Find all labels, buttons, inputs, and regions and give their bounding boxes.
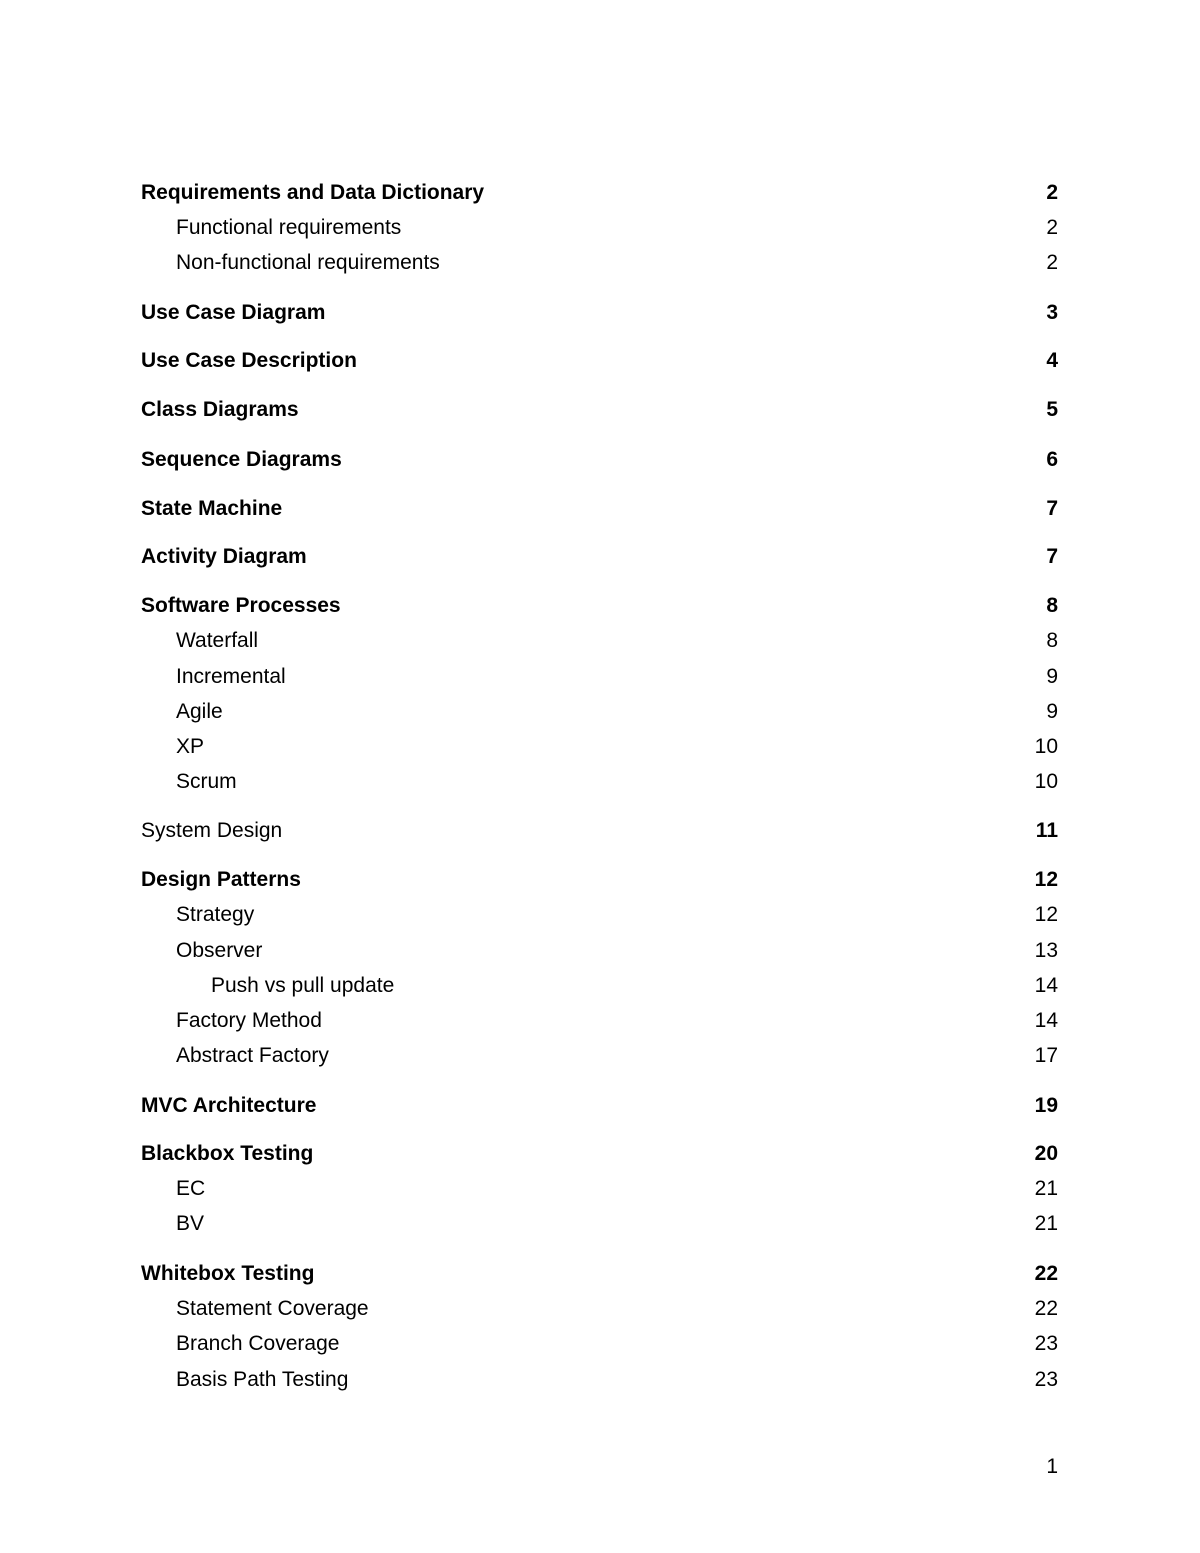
toc-entry-page-number: 11 — [1035, 819, 1058, 842]
toc-entry-page-number: 21 — [1034, 1177, 1058, 1200]
toc-entry[interactable] — [141, 732, 1058, 762]
toc-entry-page-number: 14 — [1034, 1009, 1058, 1032]
toc-entry[interactable] — [141, 1174, 1058, 1204]
toc-entry-page-number: 5 — [1046, 398, 1058, 421]
toc-entry-title: Abstract Factory — [176, 1044, 329, 1067]
toc-entry-page-number: 10 — [1034, 735, 1058, 758]
toc-entry[interactable] — [141, 865, 1058, 895]
toc-entry-title: Agile — [176, 700, 223, 723]
toc-entry-title: Requirements and Data Dictionary — [141, 181, 485, 204]
toc-entry-title: MVC Architecture — [141, 1094, 317, 1117]
toc-entry[interactable] — [141, 1259, 1058, 1289]
toc-entry-title: Basis Path Testing — [176, 1368, 349, 1391]
toc-entry-title: Factory Method — [176, 1009, 322, 1032]
toc-entry[interactable] — [141, 1139, 1058, 1169]
toc-entry-title: System Design — [141, 819, 283, 842]
toc-entry-page-number: 9 — [1046, 665, 1058, 688]
toc-entry-title: Whitebox Testing — [141, 1262, 315, 1285]
toc-entry[interactable] — [141, 248, 1058, 278]
toc-entry-title: Activity Diagram — [141, 545, 307, 568]
toc-entry-page-number: 23 — [1034, 1332, 1058, 1355]
toc-entry[interactable] — [141, 1329, 1058, 1359]
toc-entry[interactable] — [141, 971, 1058, 1001]
toc-entry-page-number: 12 — [1034, 903, 1058, 926]
toc-entry[interactable] — [141, 1006, 1058, 1036]
toc-entry-page-number: 8 — [1046, 629, 1058, 652]
toc-entry-title: Push vs pull update — [211, 974, 395, 997]
toc-entry[interactable] — [141, 662, 1058, 692]
toc-entry-title: Incremental — [176, 665, 286, 688]
toc-entry-page-number: 6 — [1046, 448, 1058, 471]
toc-entry-page-number: 2 — [1046, 251, 1058, 274]
toc-entry-page-number: 13 — [1034, 939, 1058, 962]
toc-entry[interactable] — [141, 767, 1058, 797]
toc-entry-title: Scrum — [176, 770, 237, 793]
toc-entry-title: XP — [176, 735, 205, 758]
toc-entry-page-number: 12 — [1034, 868, 1058, 891]
toc-entry-title: Branch Coverage — [176, 1332, 340, 1355]
toc-entry-page-number: 10 — [1034, 770, 1058, 793]
toc-entry-title: Design Patterns — [141, 868, 301, 891]
toc-entry-page-number: 14 — [1034, 974, 1058, 997]
toc-entry-title: EC — [176, 1177, 206, 1200]
toc-entry[interactable] — [141, 900, 1058, 930]
toc-entry[interactable] — [141, 936, 1058, 966]
toc-entry[interactable] — [141, 346, 1058, 376]
table-of-contents — [141, 0, 1058, 1420]
toc-entry-page-number: 7 — [1046, 545, 1058, 568]
toc-entry[interactable] — [141, 1365, 1058, 1395]
toc-entry-page-number: 22 — [1034, 1297, 1058, 1320]
toc-entry[interactable] — [141, 1209, 1058, 1239]
toc-entry-page-number: 19 — [1034, 1094, 1058, 1117]
toc-entry-title: Observer — [176, 939, 263, 962]
toc-entry-page-number: 7 — [1046, 497, 1058, 520]
toc-entry-title: BV — [176, 1212, 205, 1235]
toc-entry[interactable] — [141, 626, 1058, 656]
toc-entry-title: Use Case Description — [141, 349, 357, 372]
toc-entry-page-number: 17 — [1034, 1044, 1058, 1067]
toc-entry-title: Strategy — [176, 903, 255, 926]
toc-entry-title: Use Case Diagram — [141, 301, 326, 324]
toc-entry[interactable] — [141, 494, 1058, 524]
toc-entry[interactable] — [141, 395, 1058, 425]
toc-entry[interactable] — [141, 697, 1058, 727]
toc-entry-page-number: 22 — [1034, 1262, 1058, 1285]
toc-entry-page-number: 4 — [1046, 349, 1058, 372]
toc-entry-title: Non-functional requirements — [176, 251, 440, 274]
toc-entry-page-number: 9 — [1046, 700, 1058, 723]
toc-entry-page-number: 21 — [1034, 1212, 1058, 1235]
toc-entry[interactable] — [141, 213, 1058, 243]
toc-entry-page-number: 20 — [1034, 1142, 1058, 1165]
toc-entry[interactable] — [141, 178, 1058, 208]
toc-entry[interactable] — [141, 591, 1058, 621]
toc-entry[interactable] — [141, 1091, 1058, 1121]
toc-entry-title: Waterfall — [176, 629, 259, 652]
toc-entry-page-number: 23 — [1034, 1368, 1058, 1391]
toc-entry-title: Functional requirements — [176, 216, 402, 239]
toc-entry[interactable] — [141, 1294, 1058, 1324]
toc-entry-title: Software Processes — [141, 594, 341, 617]
toc-entry[interactable] — [141, 1041, 1058, 1071]
toc-entry-title: Sequence Diagrams — [141, 448, 342, 471]
toc-entry[interactable] — [141, 816, 1058, 846]
toc-entry[interactable] — [141, 298, 1058, 328]
toc-entry-title: Blackbox Testing — [141, 1142, 314, 1165]
toc-entry-page-number: 8 — [1046, 594, 1058, 617]
toc-entry-page-number: 3 — [1046, 301, 1058, 324]
toc-entry-title: Class Diagrams — [141, 398, 299, 421]
toc-entry-page-number: 2 — [1046, 216, 1058, 239]
toc-entry-page-number: 2 — [1046, 181, 1058, 204]
toc-entry[interactable] — [141, 445, 1058, 475]
toc-entry[interactable] — [141, 542, 1058, 572]
toc-entry-title: State Machine — [141, 497, 283, 520]
toc-entry-title: Statement Coverage — [176, 1297, 369, 1320]
page-number: 1 — [1046, 1455, 1058, 1478]
